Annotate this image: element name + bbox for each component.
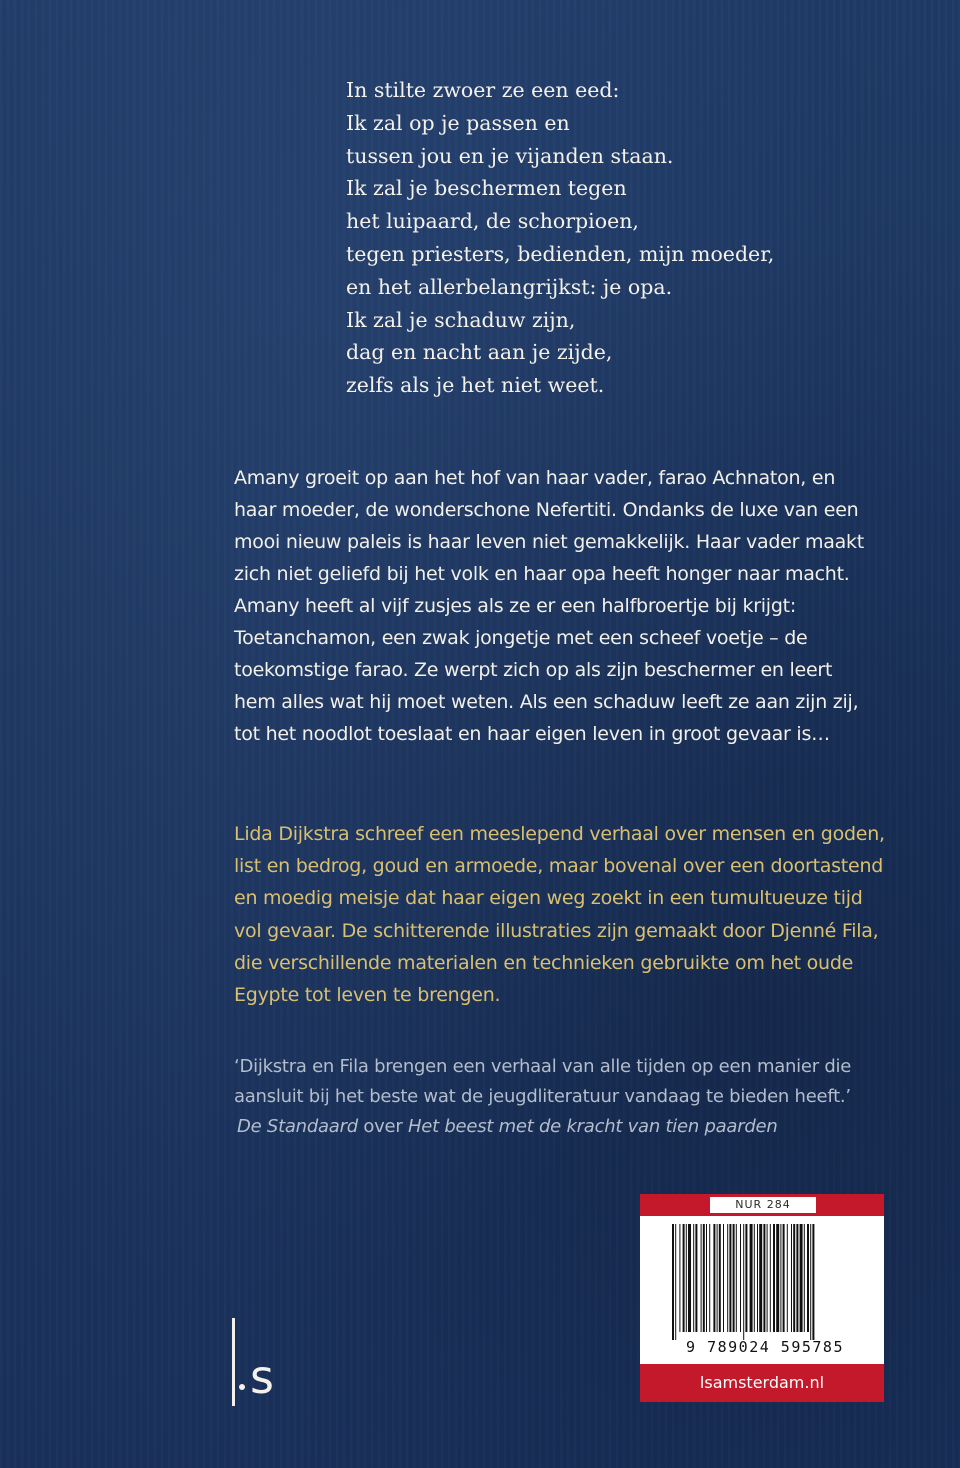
author-line: Lida Dijkstra schreef een meeslepend verhaal over mensen en goden,: [234, 823, 885, 845]
poem-line: tussen jou en je vijanden staan.: [346, 143, 674, 168]
author-line: list en bedrog, goud en armoede, maar bovenal over een doortastend: [234, 855, 884, 878]
barcode-bar: [688, 1224, 691, 1332]
barcode-bar: [740, 1224, 741, 1332]
nur-code: NUR 284: [710, 1197, 816, 1213]
poem-line: In stilte zwoer ze een eed:: [346, 78, 620, 102]
barcode-bar: [729, 1224, 731, 1332]
barcode-bar: [793, 1224, 795, 1332]
barcode-bar: [675, 1224, 676, 1340]
blurb-line: zich niet geliefd bij het volk en haar opa heeft honger naar macht.: [234, 563, 850, 585]
author-line: en moedig meisje dat haar eigen weg zoekt in een tumultueuze tijd: [234, 887, 863, 910]
publisher-logo: [232, 1318, 302, 1408]
blurb-line: Amany heeft al vijf zusjes als ze er een halfbroertje bij krijgt:: [234, 595, 796, 617]
barcode-bar: [727, 1224, 728, 1332]
blurb-line: Toetanchamon, een zwak jongetje met een scheef voetje – de: [234, 627, 808, 649]
poem: [346, 74, 775, 402]
barcode-bar: [757, 1224, 758, 1332]
blurb-line: hem alles wat hij moet weten. Als een schaduw leeft ze aan zijn zij,: [234, 691, 859, 713]
barcode-bar: [800, 1224, 803, 1332]
barcode-bar: [812, 1224, 814, 1340]
barcode-bar: [706, 1224, 707, 1332]
author-line: Egypte tot leven te brengen.: [234, 984, 501, 1007]
barcode-bar: [780, 1224, 781, 1332]
barcode-bar: [733, 1224, 735, 1332]
logo-letter: s: [250, 1350, 274, 1404]
barcode-bar: [770, 1224, 771, 1332]
blurb-line: toekomstige farao. Ze werpt zich op als zijn beschermer en leert: [234, 659, 833, 681]
barcode-bar: [796, 1224, 798, 1332]
barcode-bar: [679, 1224, 680, 1332]
barcode-bar: [743, 1224, 744, 1340]
barcode-bar: [703, 1224, 705, 1332]
poem-line: Ik zal je beschermen tegen: [346, 176, 627, 201]
poem-line: zelfs als je het niet weet.: [346, 373, 605, 398]
nur-strip: [640, 1194, 884, 1216]
barcode-bar: [713, 1224, 715, 1332]
poem-line: het luipaard, de schorpioen,: [346, 209, 639, 234]
blurb-line: Amany groeit op aan het hof van haar vader, farao Achnaton, en: [234, 467, 836, 489]
barcode-bar: [686, 1224, 687, 1332]
quote-line: aansluit bij het beste wat de jeugdliteratuur vandaag te bieden heeft.’: [234, 1086, 851, 1107]
barcode-bar: [804, 1224, 805, 1332]
barcode-bar: [750, 1224, 753, 1332]
barcode-panel: [640, 1194, 884, 1402]
website-strip: [640, 1364, 884, 1402]
barcode-bar: [719, 1224, 721, 1332]
barcode-bar: [723, 1224, 724, 1332]
barcode-bar: [759, 1224, 762, 1332]
barcode-bar: [717, 1224, 718, 1332]
barcode-bar: [701, 1224, 702, 1332]
barcode-bar: [773, 1224, 775, 1332]
barcode-bar: [745, 1224, 747, 1332]
barcode-bar: [807, 1224, 809, 1332]
quote-publication: De Standaard: [237, 1116, 358, 1137]
isbn-number: 9 789024 595785: [686, 1338, 844, 1356]
isbn-barcode: [670, 1224, 858, 1344]
publisher-website: lsamsterdam.nl: [654, 1371, 870, 1395]
barcode-bar: [787, 1224, 788, 1332]
barcode-bar: [754, 1224, 755, 1332]
blurb-line: mooi nieuw paleis is haar leven niet gemakkelijk. Haar vader maakt: [234, 531, 864, 553]
blurb-line: haar moeder, de wonderschone Nefertiti. Ondanks de luxe van een: [234, 499, 859, 521]
blurb-paragraph: [234, 462, 874, 750]
barcode-bar: [693, 1224, 694, 1332]
author-paragraph: [234, 818, 885, 1011]
author-line: die verschillende materialen en technieken gebruikte om het oude: [234, 951, 854, 974]
poem-line: Ik zal op je passen en: [346, 110, 570, 135]
barcode-bar: [672, 1224, 674, 1340]
logo-dot: [239, 1384, 245, 1390]
poem-line: dag en nacht aan je zijde,: [346, 340, 613, 365]
barcode-bar: [776, 1224, 779, 1332]
poem-line: en het allerbelangrijkst: je opa.: [346, 274, 673, 299]
quote-connector: over: [357, 1116, 408, 1137]
barcode-bar: [763, 1224, 765, 1332]
poem-line: Ik zal je schaduw zijn,: [346, 307, 576, 332]
barcode-bar: [810, 1224, 811, 1340]
quote-line: ‘Dijkstra en Fila brengen een verhaal van alle tijden op een manier die: [234, 1056, 852, 1077]
blurb-line: tot het noodlot toeslaat en haar eigen leven in groot gevaar is…: [234, 723, 830, 745]
quote-book-title: Het beest met de kracht van tien paarden: [407, 1116, 778, 1137]
logo-bar: [232, 1318, 235, 1406]
author-line: vol gevaar. De schitterende illustraties zijn gemaakt door Djenné Fila,: [234, 919, 879, 942]
barcode-bar: [736, 1224, 737, 1332]
barcode-bar: [695, 1224, 697, 1332]
review-quote: [234, 1052, 874, 1142]
barcode-bar: [783, 1224, 785, 1332]
quote-source: [234, 1112, 874, 1142]
barcode-bar: [767, 1224, 768, 1332]
poem-line: tegen priesters, bedienden, mijn moeder,: [346, 241, 775, 266]
barcode-bar: [709, 1224, 710, 1332]
barcode-bar: [791, 1224, 792, 1332]
barcode-bar: [683, 1224, 685, 1332]
